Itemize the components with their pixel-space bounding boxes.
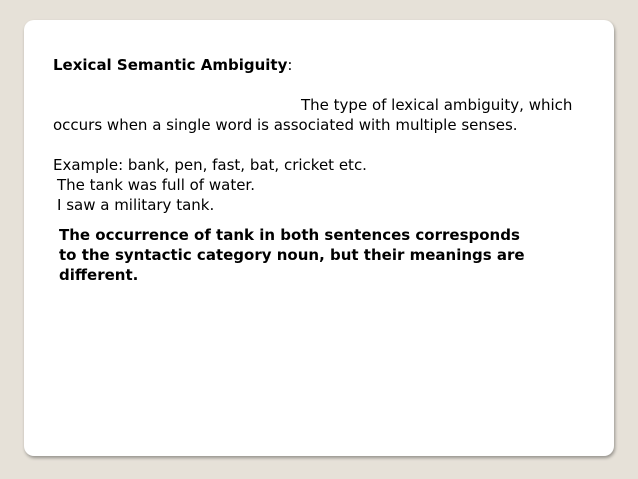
conclusion-paragraph (53, 225, 573, 285)
conclusion-line-1: The occurrence of tank in both sentences corresponds (59, 226, 520, 244)
conclusion-line-3: different. (59, 266, 139, 284)
definition-paragraph: The type of lexical ambiguity, which occurs when a single word is associated with multiple senses. (53, 96, 573, 134)
example-sentence-1: The tank was full of water. (57, 176, 255, 194)
example-sentence-2: I saw a military tank. (57, 196, 215, 214)
slide-heading (53, 55, 573, 75)
slide-body (53, 55, 573, 285)
heading-title: Lexical Semantic Ambiguity (53, 56, 288, 74)
conclusion-line-2: to the syntactic category noun, but their meanings are (59, 246, 525, 264)
example-heading: Example: bank, pen, fast, bat, cricket etc. (53, 156, 367, 174)
heading-colon: : (287, 56, 293, 74)
